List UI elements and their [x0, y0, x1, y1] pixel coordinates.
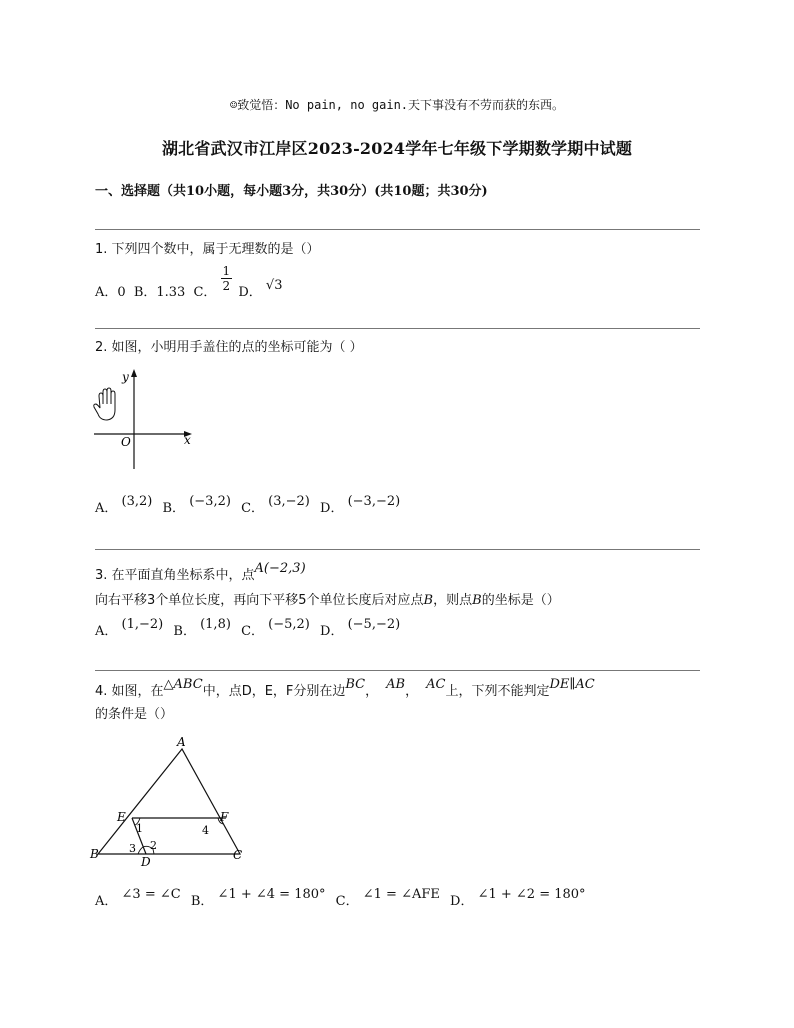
y-axis-arrow [131, 369, 137, 377]
question-4-line-1: 4. 如图，在△ABC中，点D，E，F分别在边BC， AB， AC上，下列不能判定DE∥AC [95, 677, 595, 699]
option-b-value: (−3,2) [189, 494, 231, 509]
question-4-options [95, 887, 586, 909]
option-d-label: D． [238, 285, 262, 300]
option-c-value: (3,−2) [268, 494, 310, 509]
divider [95, 229, 700, 230]
option-b-value: ∠1 + ∠4 = 180° [217, 887, 326, 902]
point-f-label: F [220, 810, 229, 824]
option-d-value: (−5,−2) [347, 617, 401, 632]
option-c-label: C． [241, 501, 265, 516]
question-3-text-4: 的坐标是（） [481, 593, 560, 608]
option-b-label: B． [190, 894, 214, 909]
segment-ac: AC [426, 677, 446, 692]
question-3-line-2 [95, 589, 560, 608]
option-d-label: D． [450, 894, 474, 909]
fraction-numerator: 1 [222, 264, 231, 278]
angle-4-label: 4 [202, 824, 209, 837]
angle-2-label: 2 [150, 839, 157, 852]
y-axis-label: y [122, 370, 129, 384]
question-4-text-1: 4. 如图，在 [95, 684, 164, 699]
point-d-label: D [141, 855, 151, 868]
hand-icon [94, 388, 115, 420]
divider [95, 328, 700, 329]
motto-line: ☺致觉悟：No pain, no gain.天下事没有不劳而获的东西。 [229, 98, 565, 112]
option-a-value: (1,−2) [121, 617, 164, 632]
segment-ab: AB [386, 677, 406, 692]
option-d-label: D． [320, 624, 344, 639]
option-b-value: (1,8) [200, 617, 231, 632]
option-c-fraction [221, 264, 233, 293]
question-3-options [95, 617, 401, 639]
parallel-condition: DE∥AC [549, 677, 595, 692]
question-1-options [95, 264, 283, 300]
coordinate-figure [88, 364, 198, 474]
option-c-value: (−5,2) [268, 617, 310, 632]
option-d-label: D． [320, 501, 344, 516]
triangle-abc-shape [98, 749, 240, 854]
option-a-label: A． [95, 501, 118, 516]
point-b: B [423, 593, 434, 608]
option-a-label: A． [95, 624, 118, 639]
page-title: 湖北省武汉市江岸区2023-2024学年七年级下学期数学期中试题 [161, 139, 633, 158]
question-4-text-4: 的条件是（） [95, 707, 174, 722]
option-a: A．0 [95, 285, 126, 300]
question-3-text-3: ，则点 [433, 593, 473, 608]
point-e-label: E [117, 810, 126, 824]
option-a-value: ∠3 = ∠C [121, 887, 181, 902]
option-c-value: ∠1 = ∠AFE [362, 887, 440, 902]
option-b: B．1.33 [133, 285, 186, 300]
fraction-denominator: 2 [222, 279, 231, 293]
question-3-text-2: 向右平移3个单位长度，再向下平移5个单位长度后对应点 [95, 593, 424, 608]
point-b: B [472, 593, 482, 608]
triangle-figure [88, 733, 258, 868]
option-d-value: (−3,−2) [347, 494, 401, 509]
angle-3-label: 3 [129, 842, 136, 855]
vertex-c-label: C [233, 848, 243, 862]
angle-3-arc [138, 847, 143, 854]
option-d-value: ∠1 + ∠2 = 180° [477, 887, 586, 902]
divider [95, 670, 700, 671]
option-b-label: B． [162, 501, 186, 516]
triangle-abc: △ABC [163, 677, 203, 692]
x-axis-label: x [184, 433, 191, 447]
question-3-line-1 [95, 561, 306, 583]
question-3-text-1: 3. 在平面直角坐标系中，点 [95, 568, 255, 583]
question-2-text: 2. 如图，小明用手盖住的点的坐标可能为（ ） [95, 340, 363, 355]
origin-label: O [121, 435, 131, 449]
option-a-label: A． [95, 894, 118, 909]
option-a-value: (3,2) [121, 494, 153, 509]
option-c-label: C． [241, 624, 265, 639]
vertex-b-label: B [90, 847, 99, 861]
option-d-value: √3 [265, 278, 283, 293]
option-c-label: C． [335, 894, 359, 909]
divider [95, 549, 700, 550]
question-4-text-2: 中，点D，E，F分别在边 [202, 684, 346, 699]
question-1-text: 1. 下列四个数中，属于无理数的是（） [95, 242, 320, 257]
option-c-label: C． [193, 285, 217, 300]
section-heading: 一、选择题（共10小题，每小题3分，共30分）(共10题；共30分) [95, 184, 488, 199]
vertex-a-label: A [177, 735, 186, 749]
option-b-label: B． [173, 624, 196, 639]
question-2-options [95, 494, 401, 516]
point-a: A(−2,3) [254, 561, 306, 576]
question-4-text-3: 上，下列不能判定 [445, 684, 550, 699]
segment-bc: BC [345, 677, 366, 692]
angle-1-label: 1 [136, 822, 143, 835]
